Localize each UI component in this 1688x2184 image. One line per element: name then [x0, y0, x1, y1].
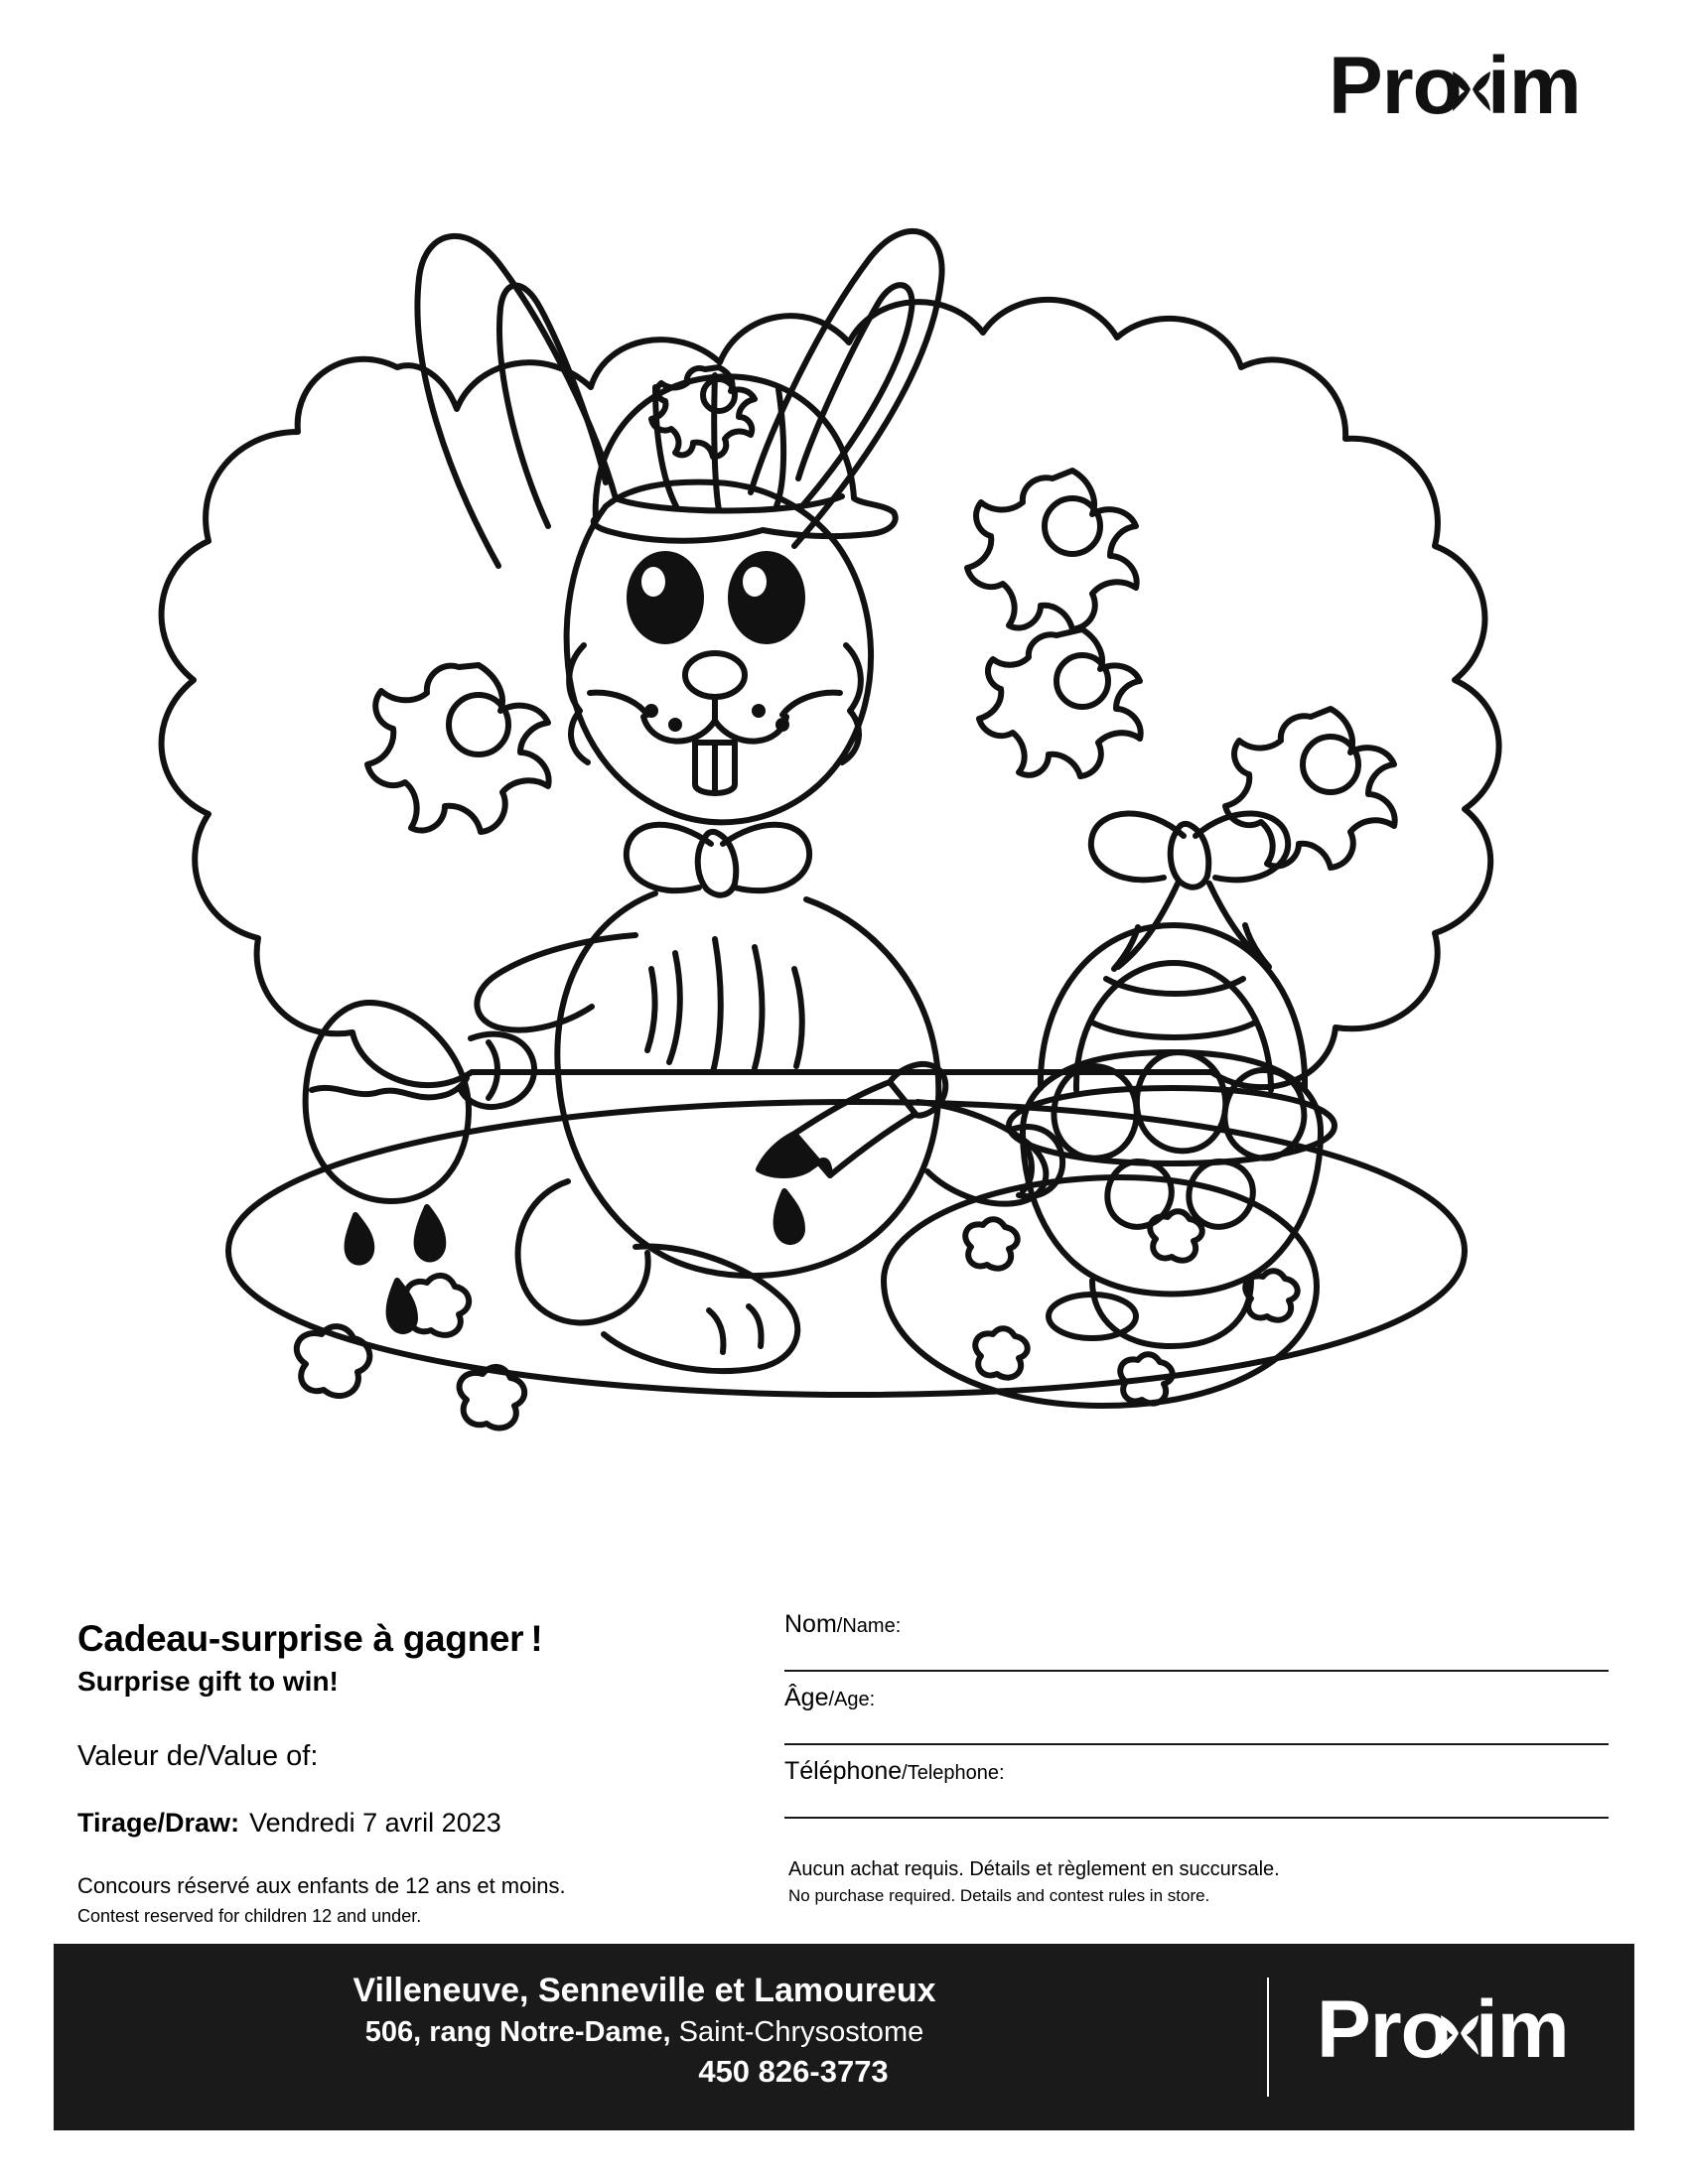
proxim-logo-text-part1: Pro	[1329, 41, 1462, 131]
promo-value-separator: /	[199, 1740, 208, 1772]
promo-headline-en: Surprise gift to win!	[77, 1666, 339, 1697]
name-field-row	[784, 1610, 1609, 1684]
promo-draw-label: Tirage/Draw:	[77, 1808, 240, 1838]
footer-divider	[1267, 1978, 1269, 2097]
age-field-row	[784, 1684, 1609, 1757]
promo-text-block	[77, 1618, 733, 1928]
promo-draw-line	[77, 1807, 733, 1839]
age-label-fr: Âge	[784, 1684, 829, 1711]
promo-draw-date: Vendredi 7 avril 2023	[249, 1808, 501, 1838]
proxim-footer-logo-text-part2: im	[1476, 1984, 1569, 2075]
footer-pharmacists: Villeneuve, Senneville et Lamoureux	[352, 1972, 936, 2009]
legal-text-en: No purchase required. Details and contest rules in store.	[788, 1886, 1210, 1905]
name-input[interactable]	[784, 1640, 1609, 1670]
promo-headline-fr: Cadeau-surprise à gagner !	[77, 1618, 543, 1659]
legal-text-fr: Aucun achat requis. Détails et règlement en succursale.	[788, 1858, 1280, 1880]
phone-field-underline	[784, 1817, 1609, 1819]
age-label-en: Age:	[834, 1689, 876, 1710]
name-field-label	[784, 1610, 1609, 1640]
promo-rules-en: Contest reserved for children 12 and under.	[77, 1906, 422, 1926]
footer-bar	[54, 1944, 1634, 2130]
proxim-footer-logo-text-part1: Pro	[1317, 1984, 1450, 2075]
age-field-label	[784, 1684, 1609, 1713]
age-input[interactable]	[784, 1713, 1609, 1743]
phone-label-fr: Téléphone	[784, 1757, 903, 1785]
phone-field-label	[784, 1757, 1609, 1787]
legal-disclaimer	[784, 1856, 1609, 1907]
promo-value-line	[77, 1739, 733, 1773]
promo-value-fr: Valeur de	[77, 1740, 199, 1772]
age-field-underline	[784, 1743, 1609, 1745]
footer-address-city: Saint-Chrysostome	[678, 2016, 924, 2048]
name-label-fr: Nom	[784, 1610, 837, 1638]
age-label-separator: /	[828, 1689, 835, 1710]
footer-address	[54, 2013, 1235, 2051]
entry-form	[784, 1610, 1609, 1907]
footer-phone: 450 826-3773	[698, 2054, 889, 2089]
name-label-en: Name:	[842, 1615, 902, 1637]
proxim-logo-footer	[1317, 1984, 1605, 2075]
phone-input[interactable]	[784, 1787, 1609, 1817]
name-label-separator: /	[836, 1615, 843, 1637]
proxim-logo-top	[1329, 41, 1617, 131]
proxim-logo-text-part2: im	[1487, 41, 1581, 131]
footer-address-number: 506, rang Notre-Dame,	[364, 2016, 671, 2048]
phone-label-separator: /	[902, 1762, 908, 1784]
phone-field-row	[784, 1757, 1609, 1831]
easter-bunny-coloring-illustration	[99, 129, 1569, 1598]
phone-label-en: Telephone:	[907, 1762, 1005, 1784]
promo-value-en: Value of:	[207, 1740, 319, 1772]
footer-store-info	[54, 1944, 1235, 2130]
name-field-underline	[784, 1670, 1609, 1672]
promo-rules-fr: Concours réservé aux enfants de 12 ans et moins.	[77, 1873, 566, 1898]
